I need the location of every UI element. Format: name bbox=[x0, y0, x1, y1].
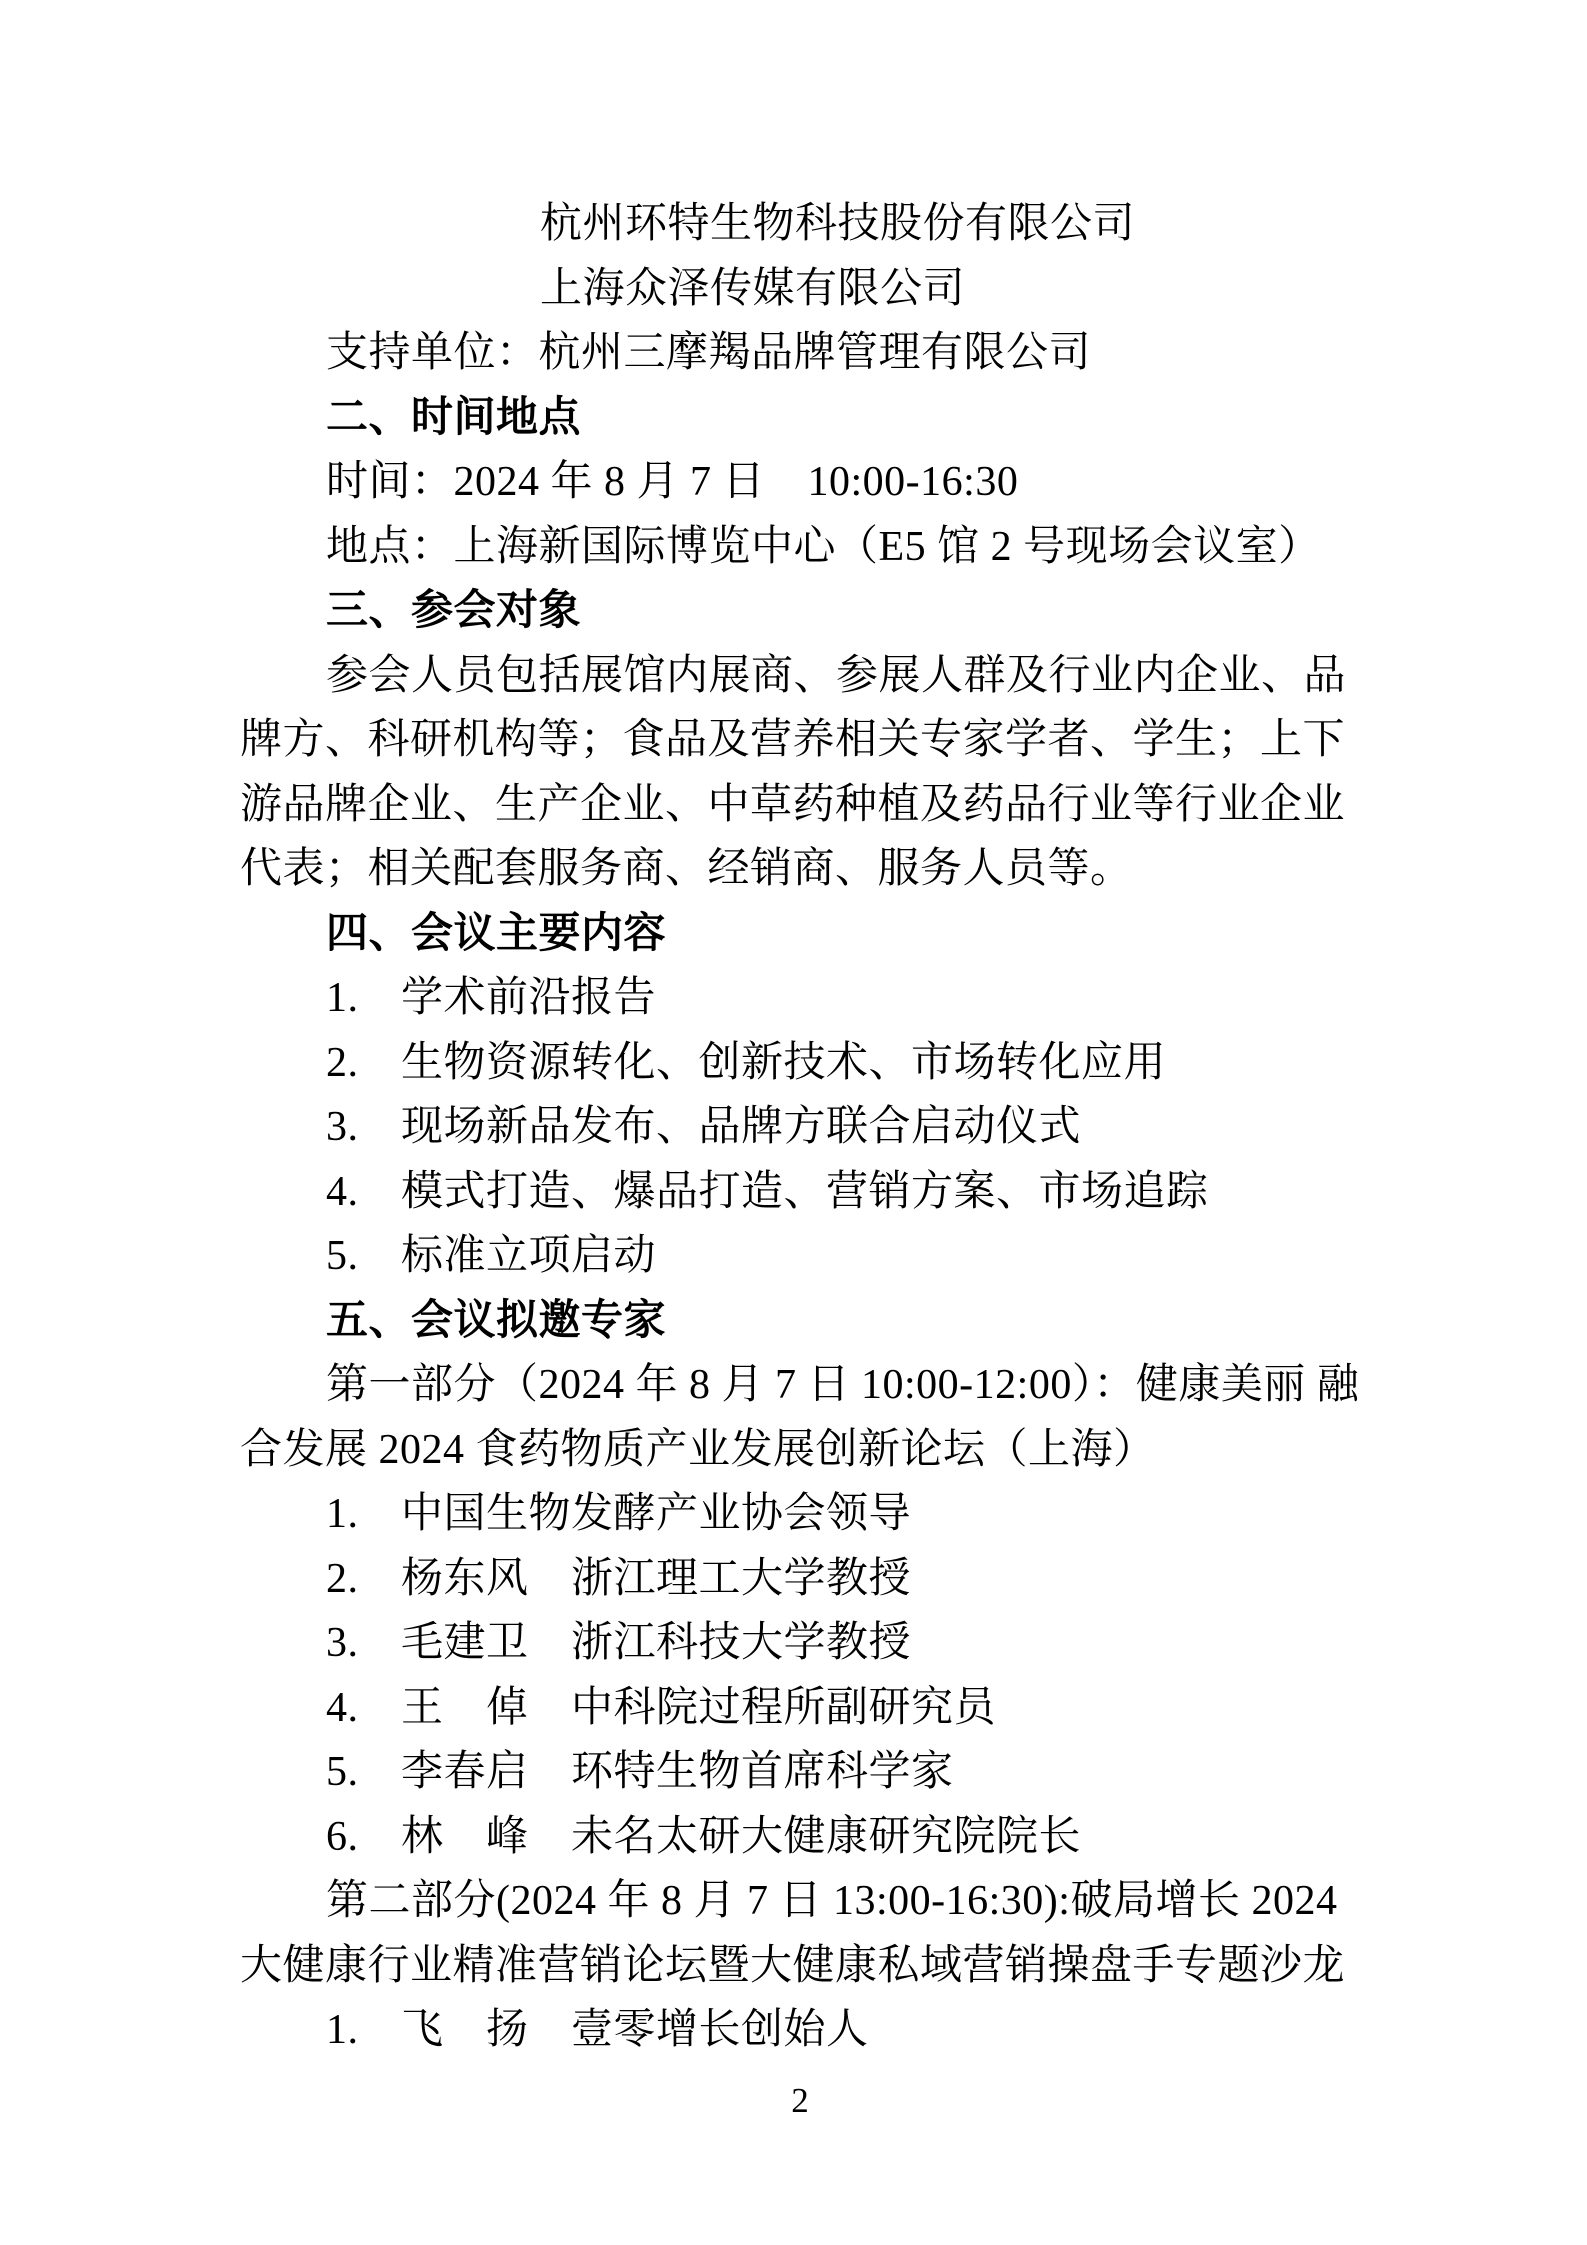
heading-attendees: 三、参会对象 bbox=[326, 588, 582, 634]
main-content-item-2: 2. 生物资源转化、创新技术、市场转化应用 bbox=[326, 1039, 1167, 1086]
attendees-paragraph-line-4: 代表；相关配套服务商、经销商、服务人员等。 bbox=[240, 846, 1133, 892]
part1-title-line-2: 合发展 2024 食药物质产业发展创新论坛（上海） bbox=[240, 1426, 1156, 1473]
heading-main-content: 四、会议主要内容 bbox=[326, 910, 667, 957]
organizer-company-line: 上海众泽传媒有限公司 bbox=[540, 265, 966, 312]
part1-expert-5: 5. 李春启 环特生物首席科学家 bbox=[326, 1749, 954, 1795]
main-content-item-3: 3. 现场新品发布、品牌方联合启动仪式 bbox=[326, 1104, 1082, 1150]
part1-expert-1: 1. 中国生物发酵产业协会领导 bbox=[326, 1491, 912, 1537]
attendees-paragraph-line-3: 游品牌企业、生产企业、中草药种植及药品行业等行业企业 bbox=[240, 781, 1346, 828]
main-content-item-1: 1. 学术前沿报告 bbox=[326, 975, 657, 1021]
attendees-paragraph-line-2: 牌方、科研机构等；食品及营养相关专家学者、学生；上下 bbox=[240, 717, 1346, 763]
support-unit-line: 支持单位：杭州三摩羯品牌管理有限公司 bbox=[326, 330, 1092, 376]
part1-expert-6: 6. 林 峰 未名太研大健康研究院院长 bbox=[326, 1813, 1082, 1860]
main-content-item-5: 5. 标准立项启动 bbox=[326, 1233, 657, 1279]
time-line: 时间：2024 年 8 月 7 日 10:00-16:30 bbox=[326, 459, 1019, 505]
organizer-company-line: 杭州环特生物科技股份有限公司 bbox=[540, 201, 1136, 247]
page-number: 2 bbox=[791, 2080, 809, 2120]
part1-expert-4: 4. 王 倬 中科院过程所副研究员 bbox=[326, 1684, 997, 1731]
attendees-paragraph-line-1: 参会人员包括展馆内展商、参展人群及行业内企业、品 bbox=[326, 652, 1347, 699]
part2-title-line-2: 大健康行业精准营销论坛暨大健康私域营销操盘手专题沙龙 bbox=[240, 1942, 1346, 1989]
heading-time-location: 二、时间地点 bbox=[326, 394, 582, 441]
part1-expert-2: 2. 杨东风 浙江理工大学教授 bbox=[326, 1555, 912, 1602]
part1-title-line-1: 第一部分（2024 年 8 月 7 日 10:00-12:00）：健康美丽 融 bbox=[326, 1362, 1360, 1408]
part2-title-line-1: 第二部分(2024 年 8 月 7 日 13:00-16:30):破局增长 2024 bbox=[326, 1878, 1338, 1924]
heading-invited-experts: 五、会议拟邀专家 bbox=[326, 1297, 667, 1344]
part2-expert-1: 1. 飞 扬 壹零增长创始人 bbox=[326, 2007, 869, 2053]
main-content-item-4: 4. 模式打造、爆品打造、营销方案、市场追踪 bbox=[326, 1168, 1209, 1215]
location-line: 地点：上海新国际博览中心（E5 馆 2 号现场会议室） bbox=[326, 523, 1321, 570]
part1-expert-3: 3. 毛建卫 浙江科技大学教授 bbox=[326, 1620, 912, 1666]
